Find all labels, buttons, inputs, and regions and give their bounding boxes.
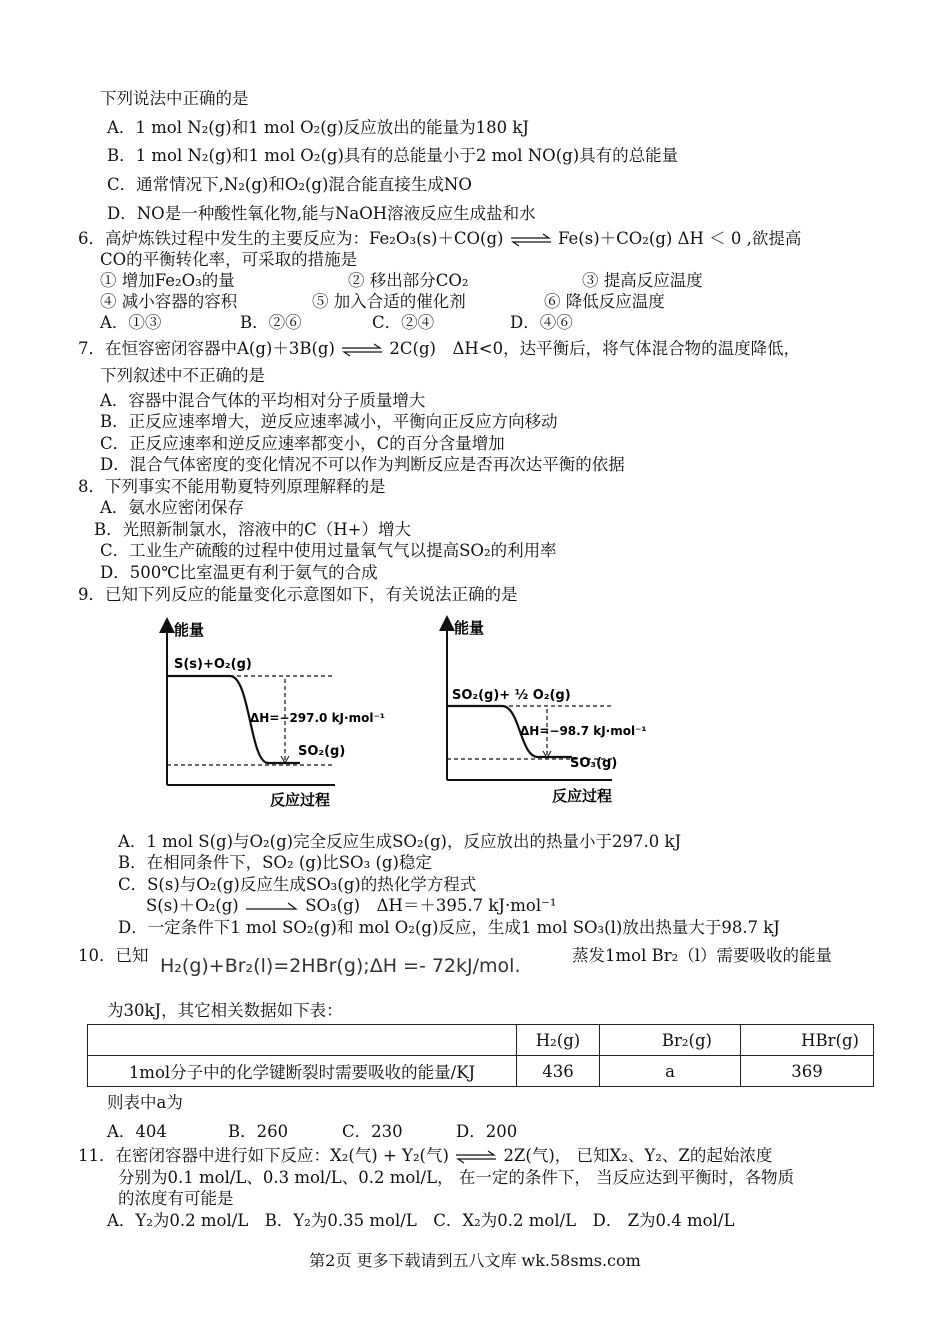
q8-option-b: B．光照新制氯水，溶液中的C（H+）增大 [94,520,411,539]
q7-option-d: D．混合气体密度的变化情况不可以作为判断反应是否再次达平衡的依据 [100,455,625,474]
y-axis-label: 能量 [174,621,205,639]
equilibrium-arrow-icon [509,233,553,247]
reactant-label: S(s)+O₂(g) [174,657,252,672]
q9-option-a: A．1 mol S(g)与O₂(g)完全反应生成SO₂(g)，反应放出的热量小于297.0 kJ [118,832,682,851]
q11-line1-left: 11．在密闭容器中进行如下反应：X₂(气) + Y₂(气) [78,1146,449,1165]
table-header-row [88,1025,874,1056]
q7-line1-left: 7．在恒容密闭容器中A(g)＋3B(g) [78,339,335,358]
table-header-cell: HBr(g) [741,1025,874,1056]
energy-diagram-2 [432,615,647,815]
q6-measure-2: ② 移出部分CO₂ [348,271,469,290]
q6-measure-4: ④ 减小容器的容积 [100,292,238,311]
q6-option-c: C．②④ [372,313,435,332]
q6-measure-5: ⑤ 加入合适的催化剂 [312,292,466,311]
q10-option-d: D．200 [456,1122,518,1141]
q9-option-c: C．S(s)与O₂(g)反应生成SO₃(g)的热化学方程式 [118,875,477,894]
product-label: SO₃(g) [570,756,618,771]
reactant-label: SO₂(g)+ ½ O₂(g) [452,688,571,703]
reaction-arrow-icon [244,900,300,914]
q5-option-a: A．1 mol N₂(g)和1 mol O₂(g)反应放出的能量为180 kJ [107,118,530,137]
q9-option-b: B．在相同条件下，SO₂ (g)比SO₃ (g)稳定 [118,853,432,872]
q7-option-a: A．容器中混合气体的平均相对分子质量增大 [100,391,426,410]
q10-line2: 为30kJ，其它相关数据如下表： [107,1001,343,1020]
equilibrium-arrow-icon [454,1150,498,1164]
q5-option-d: D．NO是一种酸性氧化物,能与NaOH溶液反应生成盐和水 [107,204,536,223]
q7-line1-right: 2C(g) ΔH<0，达平衡后，将气体混合物的温度降低， [389,339,801,358]
table-cell: 1mol分子中的化学键断裂时需要吸收的能量/KJ [88,1056,517,1087]
table-row [88,1056,874,1087]
q5-option-c: C．通常情况下,N₂(g)和O₂(g)混合能直接生成NO [107,175,472,194]
q6-option-b: B．②⑥ [240,313,302,332]
q11-options: A．Y₂为0.2 mol/L B．Y₂为0.35 mol/L C．X₂为0.2 mol/L D． Z为0.4 mol/L [107,1211,735,1230]
q6-line1-left: 6．高炉炼铁过程中发生的主要反应为：Fe₂O₃(s)＋CO(g) [78,229,504,248]
x-axis-label: 反应过程 [552,787,613,805]
q6-option-a: A．①③ [100,313,162,332]
q5-option-b: B．1 mol N₂(g)和1 mol O₂(g)具有的总能量小于2 mol NO(g)具有的总能量 [107,146,679,165]
q11-line1-right: 2Z(气)， 已知X₂、Y₂、Z的起始浓度 [503,1146,773,1165]
table-cell: a [600,1056,741,1087]
q11-line2: 分别为0.1 mol/L、0.3 mol/L、0.2 mol/L， 在一定的条件下， 当反应达到平衡时，各物质 [118,1168,795,1187]
q5-stem: 下列说法中正确的是 [100,89,249,108]
q7-option-c: C．正反应速率和逆反应速率都变小，C的百分含量增加 [100,434,505,453]
delta-h-label: ΔH=−98.7 kJ·mol⁻¹ [520,724,647,738]
q6-line1 [78,228,801,250]
q9-stem: 9．已知下列反应的能量变化示意图如下，有关说法正确的是 [78,585,518,604]
table-cell: 436 [517,1056,600,1087]
q8-stem: 8．下列事实不能用勒夏特列原理解释的是 [78,477,386,496]
q6-measure-6: ⑥ 降低反应温度 [544,292,665,311]
table-cell: 369 [741,1056,874,1087]
table-header-cell: H₂(g) [517,1025,600,1056]
energy-diagram-1 [150,615,386,815]
q10-ask: 则表中a为 [107,1093,183,1112]
q9-c-eq-left: S(s)＋O₂(g) [146,896,239,915]
q10-option-b: B．260 [228,1122,289,1141]
q10-lead: 10．已知 [78,946,149,965]
q6-line2: CO的平衡转化率，可采取的措施是 [100,250,358,269]
q8-option-a: A．氨水应密闭保存 [100,498,244,517]
q9-option-d: D．一定条件下1 mol SO₂(g)和 mol O₂(g)反应，生成1 mol SO₃(l)放出热量大于98.7 kJ [118,918,780,937]
equilibrium-arrow-icon [340,343,384,357]
bond-energy-table [87,1024,874,1087]
y-axis-label: 能量 [454,619,485,637]
product-label: SO₂(g) [298,744,346,759]
q10-equation: H₂(g)+Br₂(l)=2HBr(g);ΔH =- 72kJ/mol. [160,955,521,977]
q6-option-d: D．④⑥ [510,313,573,332]
page-footer: 第2页 更多下载请到五八文库 wk.58sms.com [309,1251,641,1270]
q11-line1 [78,1145,772,1167]
q7-option-b: B．正反应速率增大，逆反应速率减小，平衡向正反应方向移动 [100,412,558,431]
q7-line2: 下列叙述中不正确的是 [100,366,265,385]
q9-option-c-equation [146,895,556,917]
q10-tail: 蒸发1mol Br₂（l）需要吸收的能量 [572,946,833,965]
q6-measure-1: ① 增加Fe₂O₃的量 [100,271,235,290]
q8-option-d: D．500℃比室温更有利于氨气的合成 [100,563,378,582]
q10-option-c: C．230 [342,1122,403,1141]
q6-measure-3: ③ 提高反应温度 [582,271,703,290]
table-header-cell: Br₂(g) [600,1025,741,1056]
q11-line3: 的浓度有可能是 [118,1189,234,1208]
delta-h-label: ΔH=−297.0 kJ·mol⁻¹ [250,711,386,725]
q9-c-eq-right: SO₃(g) ΔH＝＋395.7 kJ·mol⁻¹ [305,896,557,915]
table-header-cell [88,1025,517,1056]
x-axis-label: 反应过程 [270,791,331,809]
q10-option-a: A．404 [107,1122,167,1141]
q6-line1-right: Fe(s)＋CO₂(g) ΔH ＜ 0 ,欲提高 [558,229,802,248]
q7-line1 [78,338,800,360]
q8-option-c: C．工业生产硫酸的过程中使用过量氧气气以提高SO₂的利用率 [100,541,557,560]
